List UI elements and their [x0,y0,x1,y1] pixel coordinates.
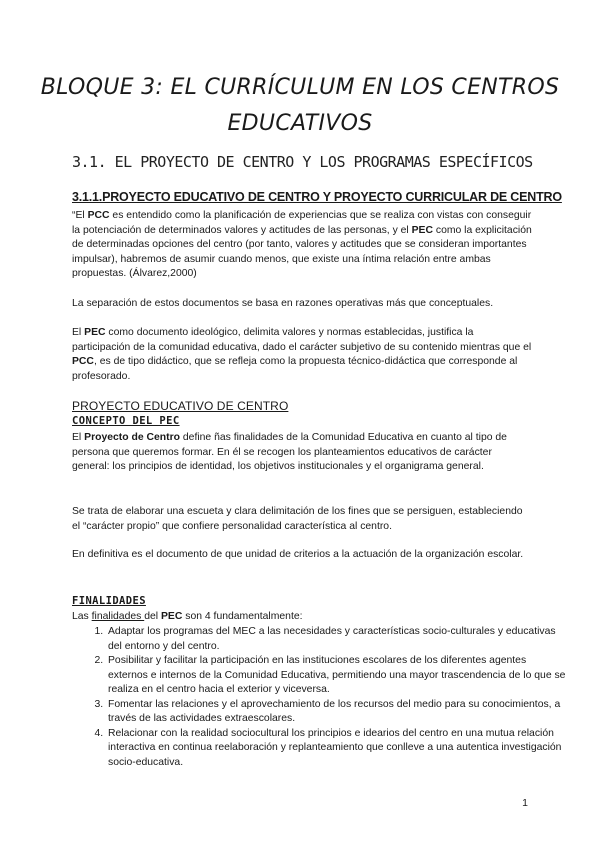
separation-paragraph: La separación de estos documentos se basa en razones operativas más que conceptuales. [72,298,494,309]
delimit-paragraph: Se trata de elaborar una escueta y clara delimitación de los fines que se persiguen, estableciendo el “carácter propio” que confiere personalidad característica al centro. [72,506,523,532]
concept-paragraph: El Proyecto de Centro define ñas finalidades de la Comunidad Educativa en cuanto al tipo de persona que queremos formar. En él se recogen los planteamientos educativos de carácter general: los principios de identidad, los objetivos institucionales y el organigrama general. [72,432,507,472]
finalidades-list [72,625,568,770]
page-number: 1 [522,797,528,809]
document-title: BLOQUE 3: EL CURRÍCULUM EN LOS CENTROS EDUCATIVOS [40,75,560,136]
section-heading: 3.1. EL PROYECTO DE CENTRO Y LOS PROGRAMAS ESPECÍFICOS [72,153,533,171]
final-paragraph: En definitiva es el documento de que unidad de criterios a la actuación de la organización escolar. [72,549,524,560]
subsection-heading: 3.1.1.PROYECTO EDUCATIVO DE CENTRO Y PROYECTO CURRICULAR DE CENTRO [72,190,562,204]
finalidades-heading: FINALIDADES [72,595,146,607]
quote-paragraph: “El PCC es entendido como la planificación de experiencias que se realiza con vistas con conseguir la potenciación de determinados valores y actitudes de las personas, y el PEC como la explicitación de determinadas opciones del centro (por tanto, valores y actitudes que se consideran importantes impulsar), habremos de asumir cuando menos, que existe una íntima relación entre ambas propuestas. (Álvarez,2000) [72,210,532,279]
list-item: 2. Posibilitar y facilitar la participación en las instituciones escolares de los diferentes agentes externos e internos de la Comunidad Educativa, permitiendo una mayor trascendencia de lo que se realiza en el centro hacia el exterior y viceversa. [106,654,568,698]
list-item: 1. Adaptar los programas del MEC a las necesidades y características socio-culturales y educativas del entorno y del centro. [106,625,568,654]
concept-heading: CONCEPTO DEL PEC [72,415,180,427]
finalidades-intro: Las finalidades del PEC son 4 fundamentalmente: [72,611,303,622]
list-item: 4. Relacionar con la realidad sociocultural los principios e idearios del centro en una mutua relación interactiva en continua reelaboración y replanteamiento que conlleve a una autentica investigación socio-educativa. [106,727,568,771]
list-item: 3. Fomentar las relaciones y el aprovechamiento de los recursos del medio para su conocimientos, a través de las actividades extraescolares. [106,698,568,727]
pec-paragraph: El PEC como documento ideológico, delimita valores y normas establecidas, justifica la participación de la comunidad educativa, dado el carácter subjetivo de su contenido mientras que el PCC, es de tipo didáctico, que se refleja como la propuesta técnico-didáctica que corresponde al profesorado. [72,327,532,382]
pec-heading: PROYECTO EDUCATIVO DE CENTRO [72,399,289,413]
